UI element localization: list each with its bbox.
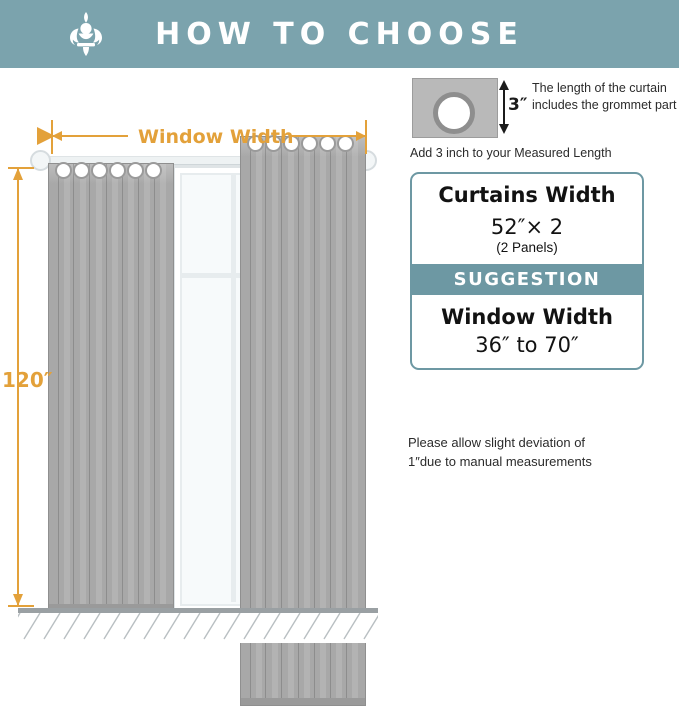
window-width-range: 36″ to 70″ (475, 333, 579, 357)
window-width-dimension-label: Window Width (138, 126, 294, 148)
size-suggestion-card (410, 172, 644, 370)
grommet-icon (91, 162, 108, 179)
grommet-note-text: The length of the curtain includes the grommet part (532, 81, 677, 113)
curtains-width-title: Curtains Width (438, 183, 616, 207)
info-column (404, 68, 679, 636)
grommet-row-left (49, 162, 173, 178)
grommet-icon (55, 162, 72, 179)
panel-hem (241, 698, 365, 705)
curtains-width-value: 52″× 2 (490, 215, 564, 239)
deviation-footnote-line1: Please allow slight deviation of (408, 435, 586, 450)
curtains-width-panels: (2 Panels) (496, 240, 558, 255)
header-banner (0, 0, 679, 68)
fleur-de-lis-icon (62, 10, 110, 58)
grommet-icon (319, 135, 336, 152)
curtain-height-dimension-label: 120″ (2, 368, 53, 392)
grommet-icon (145, 162, 162, 179)
grommet-detail-swatch (412, 78, 498, 138)
suggestion-banner: SUGGESTION (412, 264, 642, 295)
grommet-icon (337, 135, 354, 152)
curtain-window-illustration (0, 68, 400, 636)
window-mullion-vertical (231, 173, 236, 602)
window-width-title: Window Width (441, 305, 613, 329)
add-length-note: Add 3 inch to your Measured Length (410, 146, 612, 160)
curtain-panel-left (48, 163, 174, 612)
grommet-icon (109, 162, 126, 179)
grommet-icon (301, 135, 318, 152)
grommet-icon (127, 162, 144, 179)
floor-hatching (18, 613, 378, 643)
panel-pleats (49, 164, 173, 611)
grommet-icon (73, 162, 90, 179)
grommet-measure-label: 3″ (508, 95, 528, 115)
deviation-footnote (408, 434, 679, 472)
grommet-ring-icon (433, 92, 475, 134)
deviation-footnote-line2: 1″due to manual measurements (408, 453, 592, 469)
page-title: HOW TO CHOOSE (155, 16, 524, 52)
